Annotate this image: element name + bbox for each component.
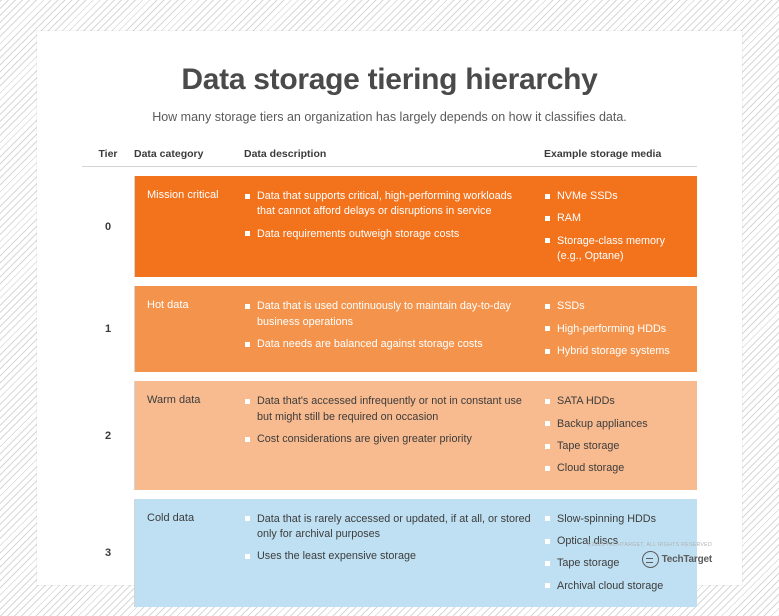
tier-table — [82, 148, 697, 607]
list-item: Tape storage — [545, 439, 687, 454]
list-item: Storage-class memory (e.g., Optane) — [545, 234, 687, 265]
list-item: Data that's accessed infrequently or not in constant use but might still be required on occasion — [245, 394, 531, 425]
list-item: Data that supports critical, high-performing workloads that cannot afford delays or disruptions in service — [245, 189, 531, 220]
tier-number: 2 — [82, 381, 135, 489]
list-item: Slow-spinning HDDs — [545, 512, 687, 527]
table-row — [82, 176, 697, 277]
list-item: Data requirements outweigh storage costs — [245, 227, 531, 242]
list-item: NVMe SSDs — [545, 189, 687, 204]
table-row — [82, 381, 697, 489]
techtarget-mark-icon — [642, 551, 659, 568]
tier-number: 1 — [82, 286, 135, 372]
list-item: Cost considerations are given greater priority — [245, 432, 531, 447]
list-item: Cloud storage — [545, 461, 687, 476]
header-example-storage-media: Example storage media — [544, 148, 662, 161]
footer — [587, 542, 712, 573]
techtarget-logo-text: TechTarget — [661, 554, 712, 565]
list-item: RAM — [545, 211, 687, 226]
tier-category: Warm data — [147, 394, 201, 407]
tier-band — [135, 286, 697, 372]
tier-description — [245, 512, 545, 594]
header-data-description: Data description — [244, 148, 327, 161]
table-row — [82, 286, 697, 372]
table-header-row — [82, 148, 697, 167]
header-tier: Tier — [98, 148, 118, 161]
list-item: SSDs — [545, 299, 687, 314]
tier-category: Cold data — [147, 511, 195, 524]
tier-band — [135, 176, 697, 277]
list-item: Tape storage — [545, 556, 687, 571]
header-data-category: Data category — [134, 148, 204, 161]
list-item: Backup appliances — [545, 417, 687, 432]
list-item: Optical discs — [545, 534, 687, 549]
list-item: Hybrid storage systems — [545, 344, 687, 359]
tier-media — [545, 189, 697, 264]
list-item: Archival cloud storage — [545, 579, 687, 594]
copyright-text: ©2023 TECHTARGET, ALL RIGHTS RESERVED — [587, 542, 712, 548]
list-item: SATA HDDs — [545, 394, 687, 409]
tier-media — [545, 394, 697, 476]
infographic-card — [37, 31, 742, 592]
list-item: Data that is used continuously to maintain day-to-day business operations — [245, 299, 531, 330]
tier-description — [245, 299, 545, 359]
tier-media — [545, 299, 697, 359]
list-item: Data needs are balanced against storage costs — [245, 337, 531, 352]
tier-description — [245, 189, 545, 264]
page-title: Data storage tiering hierarchy — [181, 63, 598, 96]
tier-band — [135, 381, 697, 489]
tier-number: 0 — [82, 176, 135, 277]
list-item: Uses the least expensive storage — [245, 549, 531, 564]
list-item: High-performing HDDs — [545, 322, 687, 337]
tier-description — [245, 394, 545, 476]
tier-number: 3 — [82, 499, 135, 607]
techtarget-logo — [642, 551, 712, 568]
tier-category: Hot data — [147, 299, 189, 312]
tier-category: Mission critical — [147, 189, 219, 202]
page-subtitle: How many storage tiers an organization has largely depends on how it classifies data. — [152, 110, 627, 124]
list-item: Data that is rarely accessed or updated, if at all, or stored only for archival purposes — [245, 512, 531, 543]
